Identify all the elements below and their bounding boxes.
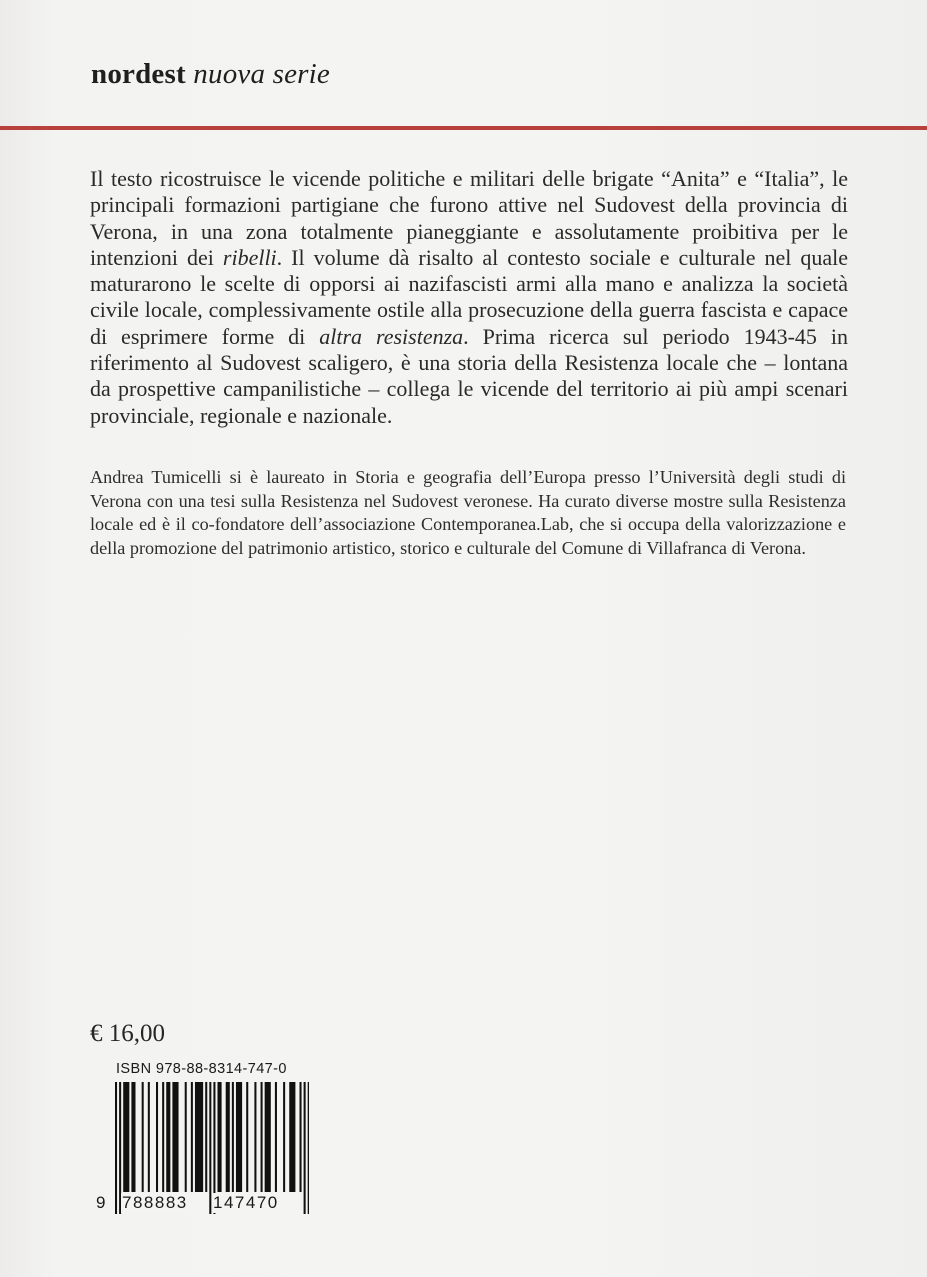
barcode-bar	[142, 1082, 144, 1192]
price: € 16,00	[90, 1020, 165, 1047]
barcode-digits-left: 788883	[122, 1193, 188, 1212]
description-segment-italic: ribelli	[222, 244, 277, 270]
description-segment-italic: altra resistenza	[319, 323, 464, 349]
barcode-digit-lead: 9	[96, 1193, 106, 1212]
barcode-bar	[254, 1082, 256, 1192]
author-bio-text: Andrea Tumicelli si è laureato in Storia e geografia dell’Europa presso l’Università degli studi di Verona con una tesi sulla Resistenza nel Sudovest veronese. Ha curato diverse mostre sulla Resistenza locale ed è il co-fondatore dell’associazione Contemporanea.Lab, che si occupa della valorizzazione e della promozione del patrimonio artistico, storico e culturale del Comune di Villafranca di Verona.	[90, 467, 846, 558]
barcode-bar	[218, 1082, 222, 1192]
barcode-bar	[232, 1082, 234, 1192]
barcode-bar	[275, 1082, 277, 1192]
barcode-bar	[300, 1082, 302, 1192]
isbn-label: ISBN 978-88-8314-747-0	[116, 1061, 287, 1077]
barcode-bar	[226, 1082, 230, 1192]
barcode-bar	[195, 1082, 203, 1192]
barcode-bar	[246, 1082, 248, 1192]
barcode-bar	[236, 1082, 242, 1192]
description-segment: . Prima ricerca sul periodo 1943-45 in riferimento al Sudovest scaligero, è una storia della Resistenza locale che – lontana da prospettive campanilistiche – collega le vicende del territorio ai più ampi scenari provinciale, regionale e nazionale.	[90, 323, 848, 428]
book-description	[90, 166, 848, 429]
barcode-bar	[166, 1082, 170, 1192]
description-segment: . Il volume dà risalto al contesto sociale e culturale nel quale maturarono le scelte di opporsi ai nazifascisti armi alla mano e analizza la società civile locale, complessivamente ostile alla prosecuzione della guerra fascista e capace di esprimere forme di	[90, 244, 848, 349]
author-bio	[90, 466, 846, 560]
series-title	[91, 58, 330, 91]
series-subtitle: nuova serie	[193, 58, 330, 90]
barcode-bar	[191, 1082, 193, 1192]
barcode-bar	[156, 1082, 158, 1192]
barcode-bar	[261, 1082, 263, 1192]
barcode-bar	[162, 1082, 164, 1192]
barcode-bar	[283, 1082, 285, 1192]
series-brand: nordest	[91, 58, 186, 90]
barcode-guard-bar	[115, 1082, 117, 1214]
barcode-bar	[265, 1082, 271, 1192]
description-segment: Il testo ricostruisce le vicende politiche e militari delle brigate “Anita” e “Italia”, le principali formazioni partigiane che furono attive nel Sudovest della provincia di Verona, in una zona totalmente pianeggiante e assolutamente proibitiva per le intenzioni dei	[90, 166, 848, 270]
barcode-digits-right: 147470	[213, 1193, 279, 1212]
barcode-bar	[289, 1082, 295, 1192]
barcode-bar	[185, 1082, 187, 1192]
barcode-guard-bar	[304, 1082, 306, 1214]
barcode-guard-bar	[308, 1082, 309, 1214]
barcode-bar	[205, 1082, 207, 1192]
barcode-bar	[131, 1082, 135, 1192]
red-divider-rule	[0, 126, 927, 130]
barcode-bar	[172, 1082, 178, 1192]
barcode-bar	[148, 1082, 150, 1192]
barcode-bar	[123, 1082, 129, 1192]
